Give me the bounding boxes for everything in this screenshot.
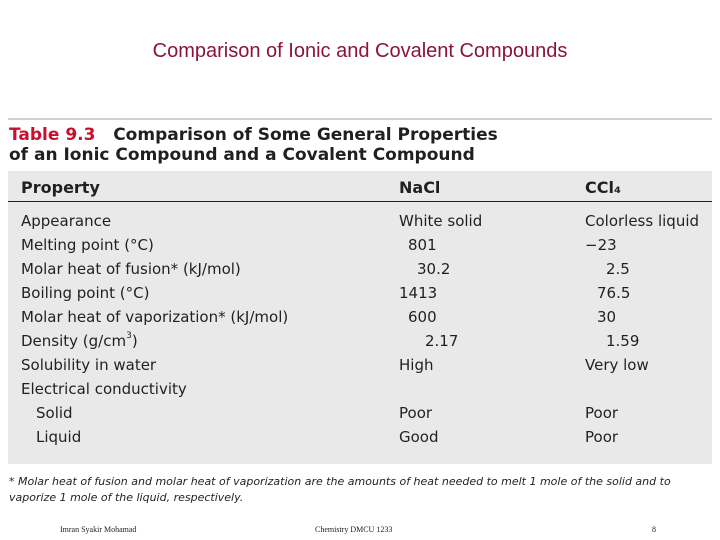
cell-property (21, 332, 138, 350)
table-caption-line2: of an Ionic Compound and a Covalent Compound (9, 145, 475, 165)
density-unit-superscript: 3 (126, 331, 132, 341)
table-row (8, 401, 712, 425)
header-nacl: NaCl (399, 178, 441, 197)
footer-author: Imran Syakir Mohamad (60, 525, 137, 534)
cell-nacl: 2.17 (425, 332, 459, 350)
cell-property: Solid (36, 404, 73, 422)
slide-title: Comparison of Ionic and Covalent Compounds (152, 40, 568, 62)
cell-ccl4: 76.5 (597, 284, 631, 302)
cell-ccl4: Poor (585, 428, 619, 446)
cell-nacl: Poor (399, 404, 433, 422)
table-caption-line1: Comparison of Some General Properties (113, 125, 498, 145)
cell-nacl: 1413 (399, 284, 438, 302)
cell-property: Molar heat of fusion* (kJ/mol) (21, 260, 241, 278)
table-row (8, 305, 712, 329)
table-label: Table 9.3 (9, 125, 96, 145)
top-divider (8, 118, 712, 120)
table-row (8, 233, 712, 257)
header-property: Property (21, 178, 100, 197)
table-header-row (8, 171, 712, 202)
density-unit-close: ) (131, 332, 138, 350)
table-row (8, 353, 712, 377)
cell-ccl4: Very low (585, 356, 649, 374)
table-row (8, 209, 712, 233)
cell-ccl4: −23 (585, 236, 617, 254)
cell-property: Solubility in water (21, 356, 157, 374)
cell-nacl: Good (399, 428, 439, 446)
cell-nacl: White solid (399, 212, 483, 230)
table-row (8, 377, 712, 401)
footer-page-number: 8 (652, 525, 656, 534)
cell-property: Melting point (°C) (21, 236, 154, 254)
header-ccl4: CCl₄ (585, 178, 621, 197)
table-heading (9, 125, 498, 165)
cell-nacl: 30.2 (417, 260, 451, 278)
table-row (8, 329, 712, 353)
properties-table (8, 171, 712, 464)
cell-ccl4: Poor (585, 404, 619, 422)
cell-ccl4: Colorless liquid (585, 212, 700, 230)
cell-ccl4: 2.5 (606, 260, 630, 278)
density-label: Density (g/cm (21, 332, 127, 350)
cell-property: Molar heat of vaporization* (kJ/mol) (21, 308, 289, 326)
cell-nacl: 600 (408, 308, 437, 326)
cell-property: Appearance (21, 212, 112, 230)
cell-ccl4: 1.59 (606, 332, 640, 350)
cell-nacl: High (399, 356, 434, 374)
cell-property: Boiling point (°C) (21, 284, 150, 302)
footer-course: Chemistry DMCU 1233 (315, 525, 393, 534)
cell-nacl: 801 (408, 236, 437, 254)
cell-property: Electrical conductivity (21, 380, 187, 398)
cell-ccl4: 30 (597, 308, 617, 326)
cell-property: Liquid (36, 428, 82, 446)
table-row (8, 425, 712, 449)
table-row (8, 281, 712, 305)
table-row (8, 257, 712, 281)
table-footnote: * Molar heat of fusion and molar heat of vaporization are the amounts of heat needed to melt 1 mole of the solid and to vaporize 1 mole of the liquid, respectively. (9, 475, 671, 504)
